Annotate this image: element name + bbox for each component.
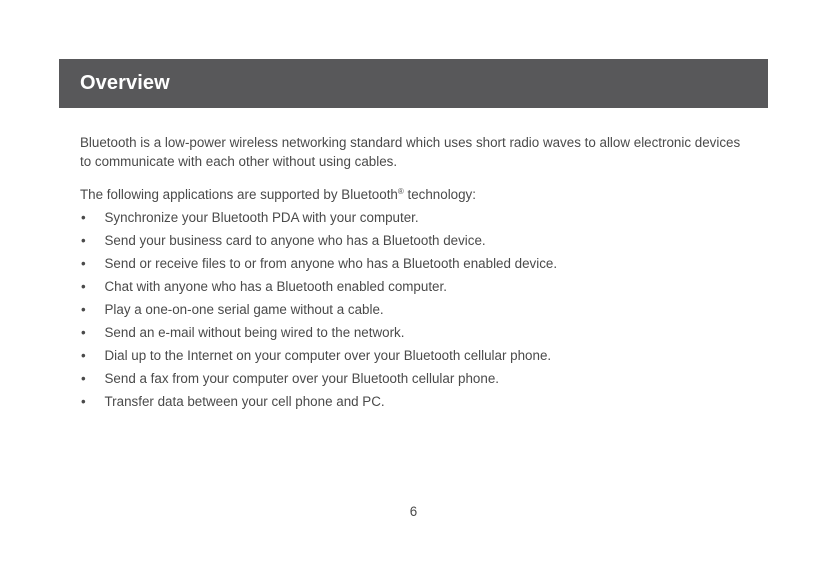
section-title: Overview — [80, 72, 170, 94]
list-item-text: Dial up to the Internet on your computer over your Bluetooth cellular phone. — [104, 347, 552, 363]
bullet-icon: • — [81, 232, 86, 248]
applications-intro — [80, 186, 750, 205]
list-item-text: Transfer data between your cell phone and PC. — [104, 393, 385, 409]
list-item — [80, 255, 750, 278]
list-item — [80, 278, 750, 301]
list-item — [80, 301, 750, 324]
list-item-text: Send your business card to anyone who has a Bluetooth device. — [104, 232, 486, 248]
page-content — [80, 134, 750, 416]
list-item-text: Synchronize your Bluetooth PDA with your computer. — [104, 209, 419, 225]
list-item — [80, 324, 750, 347]
applications-intro-suffix: technology: — [403, 187, 476, 202]
list-item-text: Play a one-on-one serial game without a cable. — [104, 301, 384, 317]
list-item — [80, 347, 750, 370]
section-header-bar — [59, 59, 768, 108]
bullet-icon: • — [81, 324, 86, 340]
bullet-icon: • — [81, 209, 86, 225]
list-item — [80, 232, 750, 255]
intro-paragraph: Bluetooth is a low-power wireless networking standard which uses short radio waves to allow electronic devices to communicate with each other without using cables. — [80, 135, 741, 169]
bullet-icon: • — [81, 255, 86, 271]
list-item-text: Send or receive files to or from anyone who has a Bluetooth enabled device. — [104, 255, 558, 271]
bullet-icon: • — [81, 347, 86, 363]
list-item — [80, 370, 750, 393]
list-item-text: Chat with anyone who has a Bluetooth enabled computer. — [104, 278, 447, 294]
bullet-icon: • — [81, 278, 86, 294]
list-item — [80, 393, 750, 416]
registered-trademark-mark: ® — [397, 187, 404, 196]
bullet-icon: • — [81, 393, 86, 409]
applications-list — [80, 209, 750, 416]
applications-intro-text: The following applications are supported by Bluetooth — [80, 187, 398, 202]
list-item-text: Send an e-mail without being wired to the network. — [104, 324, 405, 340]
bullet-icon: • — [81, 301, 86, 317]
list-item-text: Send a fax from your computer over your Bluetooth cellular phone. — [104, 370, 499, 386]
list-item — [80, 209, 750, 232]
page-number: 6 — [409, 504, 418, 519]
bullet-icon: • — [81, 370, 86, 386]
